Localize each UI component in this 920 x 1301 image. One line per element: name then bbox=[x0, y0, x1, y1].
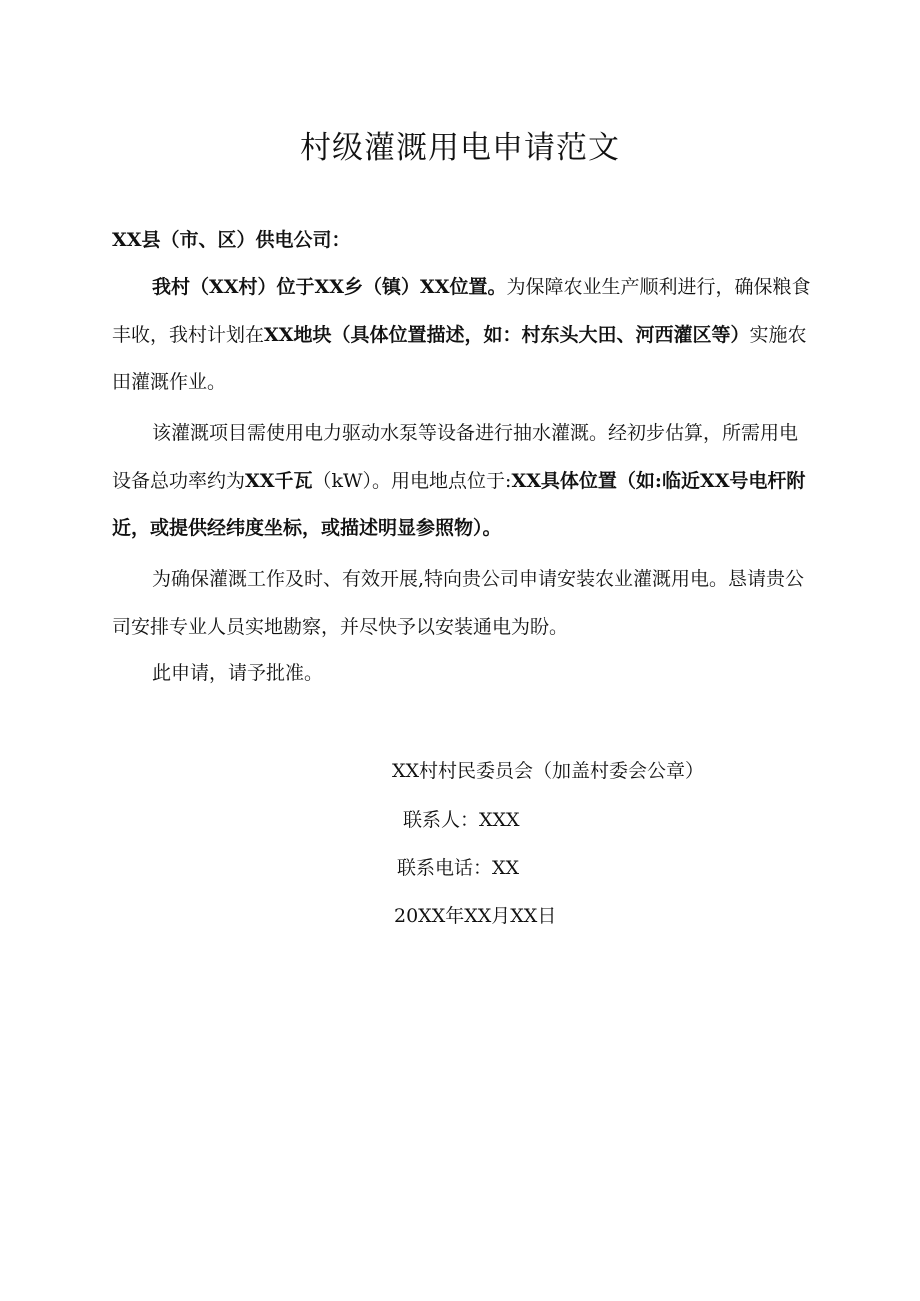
paragraph-location bbox=[112, 264, 812, 407]
purpose-text: 为保障农业生产顺利进行，确保粮食丰收，我村计划在 bbox=[112, 276, 811, 346]
paragraph-request: 为确保灌溉工作及时、有效开展,特向贵公司申请安装农业灌溉用电。恳请贵公司安排专业人员实地勘察，并尽快予以安装通电为盼。 bbox=[112, 568, 805, 638]
signature-contact: 联系人：XXX bbox=[403, 809, 520, 831]
power-value-text: XX千瓦 bbox=[245, 469, 313, 492]
irrigation-text: 实施农田灌溉作业。 bbox=[112, 323, 807, 393]
unit-location-text: （kW）。用电地点位于: bbox=[312, 469, 512, 492]
village-location-text: 我村（XX村）位于XX乡（镇）XX位置。 bbox=[152, 276, 507, 298]
plot-description-text: XX地块（具体位置描述，如：村东头大田、河西灌区等） bbox=[264, 323, 750, 346]
document-title: 村级灌溉用电申请范文 bbox=[300, 130, 620, 166]
paragraph-closing: 此申请，请予批准。 bbox=[152, 662, 324, 684]
equipment-text: 该灌溉项目需使用电力驱动水泵等设备进行抽水灌溉。经初步估算，所需用电设备总功率约为 bbox=[112, 422, 799, 492]
salutation: XX县（市、区）供电公司： bbox=[112, 229, 351, 251]
paragraph-power bbox=[112, 410, 812, 553]
signature-phone: 联系电话：XX bbox=[397, 857, 520, 879]
signature-organization: XX村村民委员会（加盖村委会公章） bbox=[392, 760, 705, 782]
usage-location-text: XX具体位置（如:临近XX号电杆附近，或提供经纬度坐标，或描述明显参照物）。 bbox=[112, 469, 806, 539]
signature-date: 20XX年XX月XX日 bbox=[394, 905, 557, 927]
